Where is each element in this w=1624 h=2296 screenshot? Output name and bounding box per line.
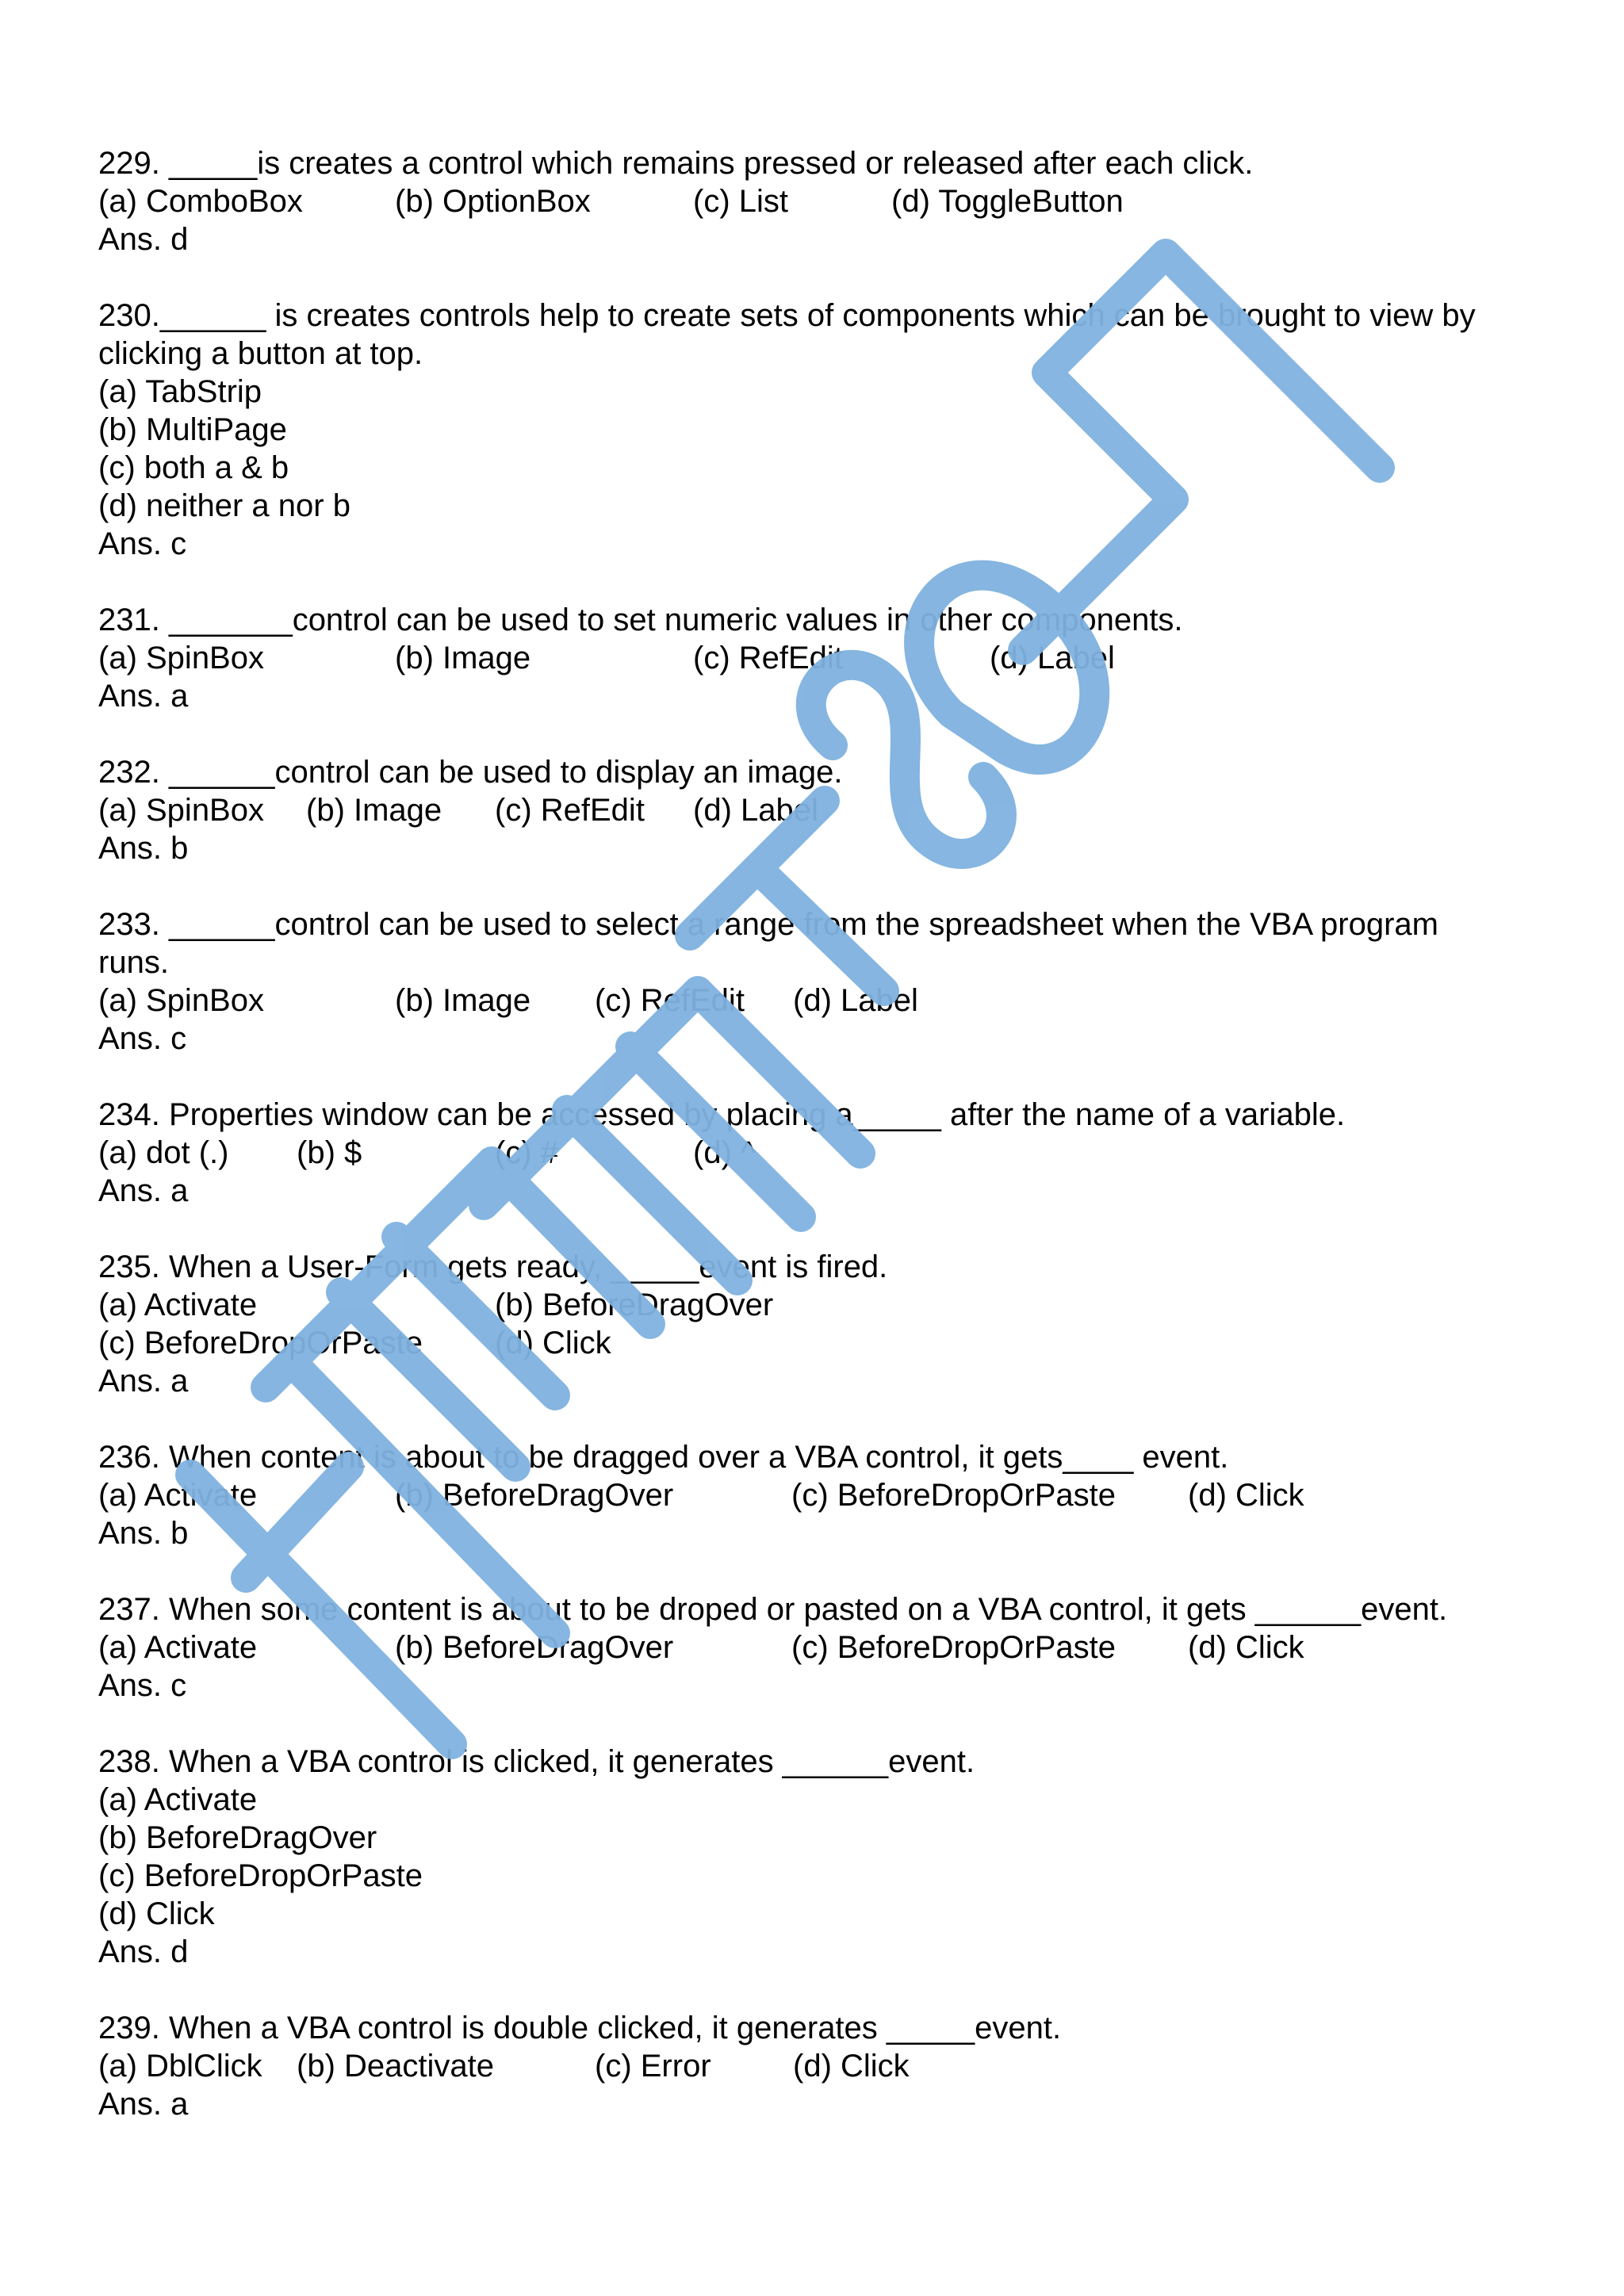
option-c: (c) List xyxy=(693,184,788,219)
option-b: (b) Deactivate xyxy=(297,2049,494,2084)
option-d: (d) ToggleButton xyxy=(891,184,1124,219)
option-a: (a) SpinBox xyxy=(98,793,264,828)
question-232-text: 232. ______control can be used to display an image. xyxy=(98,755,843,790)
option-a: (a) Activate xyxy=(98,1630,258,1665)
question-238-option-b: (b) BeforeDragOver xyxy=(98,1820,377,1855)
option-a: (a) DblClick xyxy=(98,2049,262,2084)
question-238-option-d: (d) Click xyxy=(98,1896,215,1931)
question-237-answer: Ans. c xyxy=(98,1668,187,1703)
question-233-text-line2: runs. xyxy=(98,945,169,980)
option-d: (d) ^ xyxy=(693,1135,756,1170)
option-a: (a) SpinBox xyxy=(98,641,264,675)
option-d: (d) Click xyxy=(1188,1630,1304,1665)
option-c: (c) RefEdit xyxy=(693,641,843,675)
question-229-text: 229. _____is creates a control which remains pressed or released after each click. xyxy=(98,146,1254,181)
question-231-text: 231. _______control can be used to set numeric values in other components. xyxy=(98,603,1183,637)
option-c: (c) BeforeDropOrPaste xyxy=(98,1326,423,1360)
question-238-text: 238. When a VBA control is clicked, it generates ______event. xyxy=(98,1744,975,1779)
question-230-text-line2: clicking a button at top. xyxy=(98,336,423,371)
option-b: (b) BeforeDragOver xyxy=(395,1630,674,1665)
question-230-text-line1: 230.______ is creates controls help to create sets of components which can be brought to view by xyxy=(98,298,1476,333)
option-b: (b) Image xyxy=(306,793,442,828)
option-c: (c) Error xyxy=(595,2049,711,2084)
watermark-letter-t xyxy=(690,801,884,991)
question-230-option-a: (a) TabStrip xyxy=(98,374,262,409)
option-b: (b) $ xyxy=(297,1135,362,1170)
option-d: (d) Label xyxy=(693,793,818,828)
question-230-answer: Ans. c xyxy=(98,526,187,561)
question-236-answer: Ans. b xyxy=(98,1516,189,1551)
question-234-text: 234. Properties window can be accessed by placing a_____ after the name of a variable. xyxy=(98,1097,1346,1132)
question-230-option-d: (d) neither a nor b xyxy=(98,488,350,523)
question-232-answer: Ans. b xyxy=(98,831,189,866)
question-230-option-c: (c) both a & b xyxy=(98,450,289,485)
option-c: (c) # xyxy=(495,1135,558,1170)
option-d: (d) Click xyxy=(495,1326,611,1360)
question-234-answer: Ans. a xyxy=(98,1173,189,1208)
option-a: (a) Activate xyxy=(98,1478,258,1513)
question-237-text: 237. When some content is about to be droped or pasted on a VBA control, it gets ______event. xyxy=(98,1592,1448,1627)
question-231-answer: Ans. a xyxy=(98,679,189,714)
question-238-option-c: (c) BeforeDropOrPaste xyxy=(98,1858,423,1893)
question-238-option-a: (a) Activate xyxy=(98,1782,258,1817)
question-230-option-b: (b) MultiPage xyxy=(98,412,287,447)
question-239-answer: Ans. a xyxy=(98,2087,189,2122)
option-a: (a) dot (.) xyxy=(98,1135,229,1170)
option-d: (d) Label xyxy=(990,641,1115,675)
question-233-text-line1: 233. ______control can be used to select a range from the spreadsheet when the VBA program xyxy=(98,907,1438,942)
option-a: (a) SpinBox xyxy=(98,983,264,1018)
option-c: (c) RefEdit xyxy=(595,983,745,1018)
question-235-answer: Ans. a xyxy=(98,1364,189,1399)
question-235-text: 235. When a User-Form gets ready, _____event is fired. xyxy=(98,1249,888,1284)
watermark-letter-h xyxy=(190,1364,555,1744)
question-238-answer: Ans. d xyxy=(98,1934,189,1969)
option-d: (d) Click xyxy=(793,2049,910,2084)
option-a: (a) Activate xyxy=(98,1288,258,1322)
option-d: (d) Click xyxy=(1188,1478,1304,1513)
question-239-text: 239. When a VBA control is double clicked, it generates _____event. xyxy=(98,2011,1062,2045)
question-236-text: 236. When content is about to be dragged over a VBA control, it gets____ event. xyxy=(98,1440,1229,1475)
option-b: (b) BeforeDragOver xyxy=(495,1288,774,1322)
question-229-answer: Ans. d xyxy=(98,222,189,257)
option-a: (a) ComboBox xyxy=(98,184,303,219)
option-b: (b) BeforeDragOver xyxy=(395,1478,674,1513)
option-c: (c) BeforeDropOrPaste xyxy=(791,1478,1116,1513)
option-d: (d) Label xyxy=(793,983,918,1018)
option-b: (b) Image xyxy=(395,641,531,675)
option-b: (b) OptionBox xyxy=(395,184,591,219)
option-c: (c) RefEdit xyxy=(495,793,645,828)
option-b: (b) Image xyxy=(395,983,531,1018)
option-c: (c) BeforeDropOrPaste xyxy=(791,1630,1116,1665)
question-233-answer: Ans. c xyxy=(98,1021,187,1056)
